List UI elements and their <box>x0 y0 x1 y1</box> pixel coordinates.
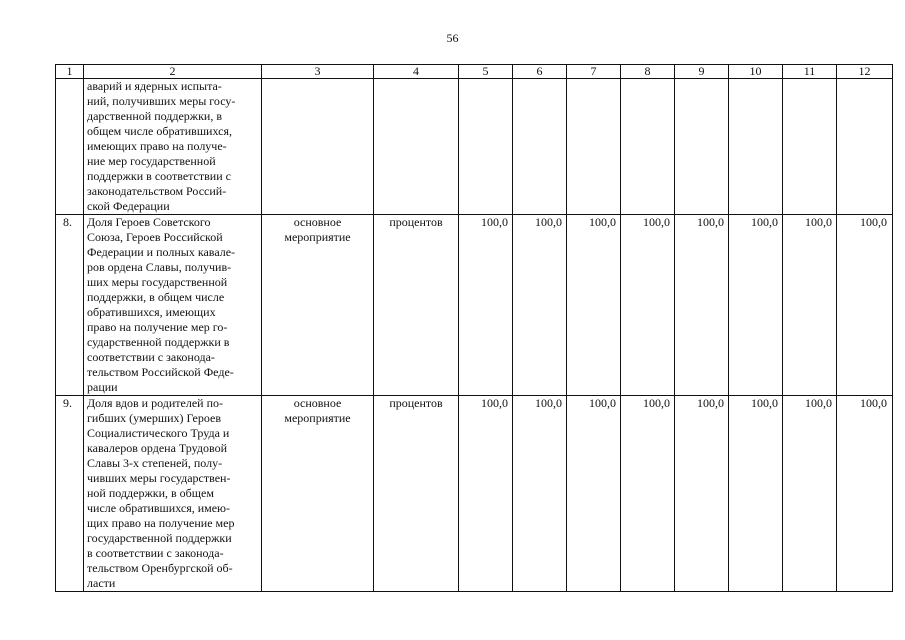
column-header-2: 2 <box>84 65 262 79</box>
indicator-type: основное мероприятие <box>262 396 374 592</box>
unit-of-measure: процентов <box>374 215 459 396</box>
column-header-8: 8 <box>621 65 675 79</box>
indicator-value <box>729 79 783 215</box>
indicator-value <box>513 79 567 215</box>
column-header-6: 6 <box>513 65 567 79</box>
row-number <box>56 79 84 215</box>
column-header-9: 9 <box>675 65 729 79</box>
indicators-table <box>55 64 893 592</box>
header-row <box>56 65 893 79</box>
column-header-1: 1 <box>56 65 84 79</box>
indicator-value: 100,0 <box>729 396 783 592</box>
indicator-value: 100,0 <box>513 396 567 592</box>
indicator-value <box>837 79 893 215</box>
indicator-value: 100,0 <box>459 215 513 396</box>
column-header-5: 5 <box>459 65 513 79</box>
indicator-value: 100,0 <box>675 396 729 592</box>
indicator-value: 100,0 <box>621 215 675 396</box>
row-number: 9. <box>56 396 84 592</box>
column-header-3: 3 <box>262 65 374 79</box>
indicator-description: Доля Героев Советского Союза, Героев Российской Федерации и полных кавале- ров ордена Славы, получив- ших меры государственной поддержки, в общем числе обратившихся, имеющих право на получение мер го- сударственной поддержки в соответствии с законода- тельством Российской Феде- рации <box>84 215 262 396</box>
column-header-11: 11 <box>783 65 837 79</box>
table-row <box>56 396 893 592</box>
page-number: 56 <box>446 31 459 45</box>
unit-of-measure <box>374 79 459 215</box>
indicator-value <box>621 79 675 215</box>
indicator-type: основное мероприятие <box>262 215 374 396</box>
indicator-value: 100,0 <box>513 215 567 396</box>
indicator-value <box>675 79 729 215</box>
indicator-type <box>262 79 374 215</box>
indicator-value: 100,0 <box>459 396 513 592</box>
column-header-7: 7 <box>567 65 621 79</box>
table-row <box>56 79 893 215</box>
indicator-description: Доля вдов и родителей по- гибших (умерших) Героев Социалистического Труда и кавалеров ордена Трудовой Славы 3-х степеней, полу- чивших меры государствен- ной поддержки, в общем числе обратившихся, имею- щих право на получение мер государственной поддержки в соответствии с законода- тельством Оренбургской об- ласти <box>84 396 262 592</box>
indicator-value <box>459 79 513 215</box>
indicator-value: 100,0 <box>567 215 621 396</box>
indicator-value: 100,0 <box>837 215 893 396</box>
indicator-value: 100,0 <box>837 396 893 592</box>
indicator-description: аварий и ядерных испыта- ний, получивших меры госу- дарственной поддержки, в общем числе обратившихся, имеющих право на получе- ние мер государственной поддержки в соответствии с законодательством Россий- ской Федерации <box>84 79 262 215</box>
indicator-value: 100,0 <box>729 215 783 396</box>
indicator-value <box>783 79 837 215</box>
indicator-value: 100,0 <box>783 396 837 592</box>
indicator-value: 100,0 <box>675 215 729 396</box>
row-number: 8. <box>56 215 84 396</box>
column-header-4: 4 <box>374 65 459 79</box>
indicator-value <box>567 79 621 215</box>
unit-of-measure: процентов <box>374 396 459 592</box>
indicator-value: 100,0 <box>567 396 621 592</box>
column-header-10: 10 <box>729 65 783 79</box>
column-header-12: 12 <box>837 65 893 79</box>
indicator-value: 100,0 <box>783 215 837 396</box>
indicator-value: 100,0 <box>621 396 675 592</box>
table-row <box>56 215 893 396</box>
